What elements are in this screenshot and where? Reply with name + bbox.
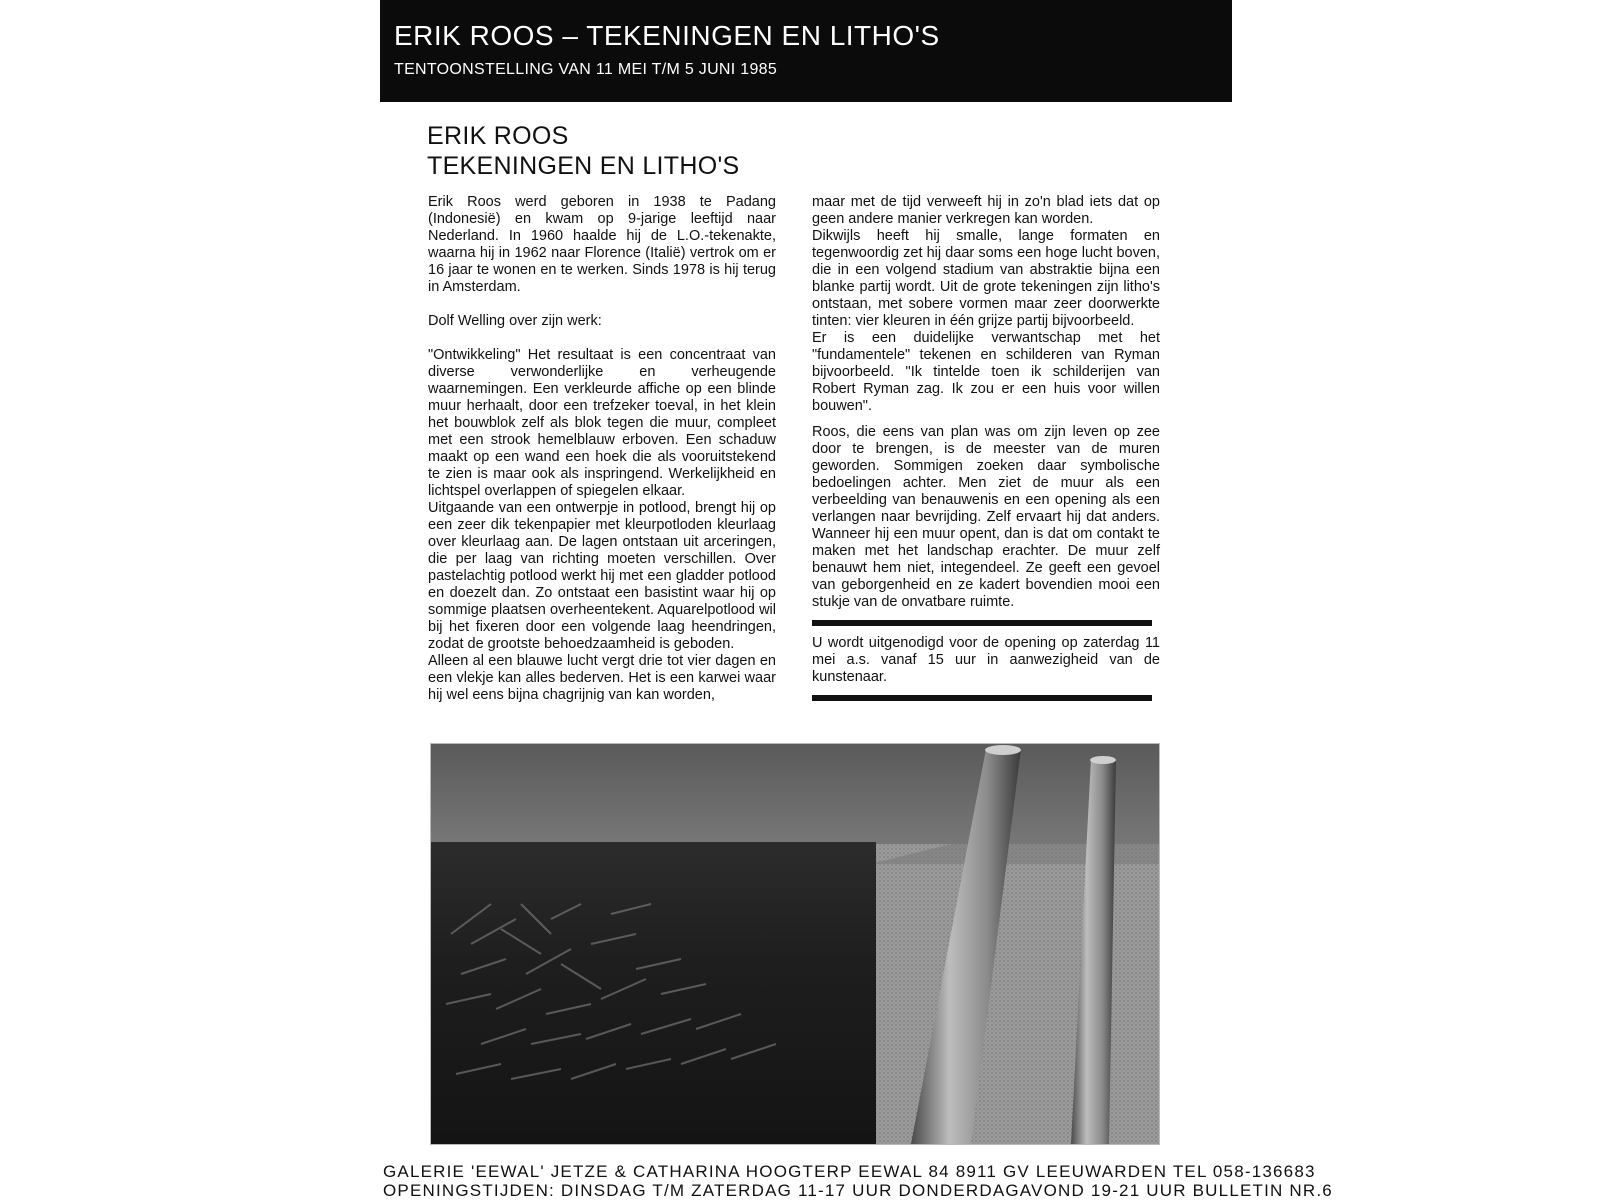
artwork-reproduction: [430, 743, 1160, 1145]
footer-opening-hours: OPENINGSTIJDEN: DINSDAG T/M ZATERDAG 11-17 UUR DONDERDAGAVOND 19-21 UUR BULLETIN NR.6: [383, 1181, 1333, 1200]
paragraph-formats: Dikwijls heeft hij smalle, lange formaten en tegenwoordig zet hij daar soms een hoge lucht boven, die in een volgend stadium van abstraktie bijna een blanke partij wordt. Uit de grote tekeningen zijn litho's ontstaan, met sobere vormen maar zeer doorwerkte tinten: vier kleuren in één grijze partij bijvoorbeeld.: [812, 228, 1160, 329]
header-band: [380, 0, 1232, 102]
paragraph-biography: Erik Roos werd geboren in 1938 te Padang (Indonesië) en kwam op 9-jarige leeftijd naar Nederland. In 1960 haalde hij de L.O.-tekenakte, waarna hij in 1962 naar Florence (Italië) vertrok om er 16 jaar te wonen en te werken. Sinds 1978 is hij terug in Amsterdam.: [428, 194, 776, 295]
article-heading-line-2: TEKENINGEN EN LITHO'S: [427, 152, 740, 180]
paragraph-ontwikkeling: "Ontwikkeling" Het resultaat is een concentraat van diverse verwonderlijke en verheugende waarnemingen. Een verkleurde affiche op een blinde muur herhaalt, door een trefzeker toeval, in het klein het bouwblok zelf als blok tegen die muur, compleet met een strook hemelblauw erboven. Een schaduw maakt op een wand een hoek die als vooruitstekend te zien is maar ook als inspringend. Werkelijkheid en lichtspel overlappen of spiegelen elkaar.: [428, 347, 776, 499]
article-heading: [427, 121, 740, 181]
footer-address: GALERIE 'EEWAL' JETZE & CATHARINA HOOGTERP EEWAL 84 8911 GV LEEUWARDEN TEL 058-136683: [383, 1162, 1316, 1181]
paragraph-intro-quote: Dolf Welling over zijn werk:: [428, 313, 602, 329]
paragraph-ryman: Er is een duidelijke verwantschap met het "fundamentele" tekenen en schilderen van Ryman bijvoorbeeld. "Ik tintelde toen ik schilderijen van Robert Ryman zag. Ik zou er een huis voor willen bouwen".: [812, 330, 1160, 414]
paragraph-technique: Uitgaande van een ontwerpje in potlood, brengt hij op een zeer dik tekenpapier met kleurpotloden kleurlaag over kleurlaag aan. De lagen ontstaan uit arceringen, die per laag van richting moeten verschillen. Over pastelachtig potlood werkt hij met een gladder potlood en doezelt dan. Zo ontstaat een basistint waar hij op sommige plaatsen overheentekent. Aquarelpotlood wil bij het fixeren door een volgende laag heendringen, zodat de grootste behoedzaamheid is geboden.: [428, 500, 776, 652]
bulletin-page: [380, 0, 1333, 1200]
paragraph-walls: Roos, die eens van plan was om zijn leven op zee door te brengen, is de meester van de muren geworden. Sommigen zoeken daar symbolische bedoelingen achter. Men ziet de muur als een verbeelding van benauwenis en een opening als een verlangen naar bevrijding. Zelf ervaart hij dat anders. Wanneer hij een muur opent, dan is dat om contakt te maken met het landschap erachter. De muur zelf benauwt hem niet, integendeel. Ze geeft een gevoel van geborgenheid en ze kadert bovendien mooi een stukje van de onvatbare ruimte.: [812, 424, 1160, 610]
artwork-textured-wall: [871, 844, 1159, 1144]
article-heading-line-1: ERIK ROOS: [427, 122, 569, 150]
artwork-dark-wall: [431, 842, 876, 1144]
paragraph-blue-sky: Alleen al een blauwe lucht vergt drie tot vier dagen en een vlekje kan alles bederven. Het is een karwei waar hij wel eens bijna chagrijnig van kan worden,: [428, 653, 776, 703]
divider-bottom: [812, 695, 1152, 701]
paragraph-continuation: maar met de tijd verweeft hij in zo'n blad iets dat op geen andere manier verkregen kan worden.: [812, 194, 1160, 227]
text-column-right: [812, 194, 1160, 701]
header-title: ERIK ROOS – TEKENINGEN EN LITHO'S: [394, 20, 940, 51]
header-subtitle: TENTOONSTELLING VAN 11 MEI T/M 5 JUNI 1985: [394, 61, 778, 78]
invitation-text: U wordt uitgenodigd voor de opening op zaterdag 11 mei a.s. vanaf 15 uur in aanwezigheid van de kunstenaar.: [812, 635, 1160, 685]
text-column-left: [428, 194, 776, 704]
